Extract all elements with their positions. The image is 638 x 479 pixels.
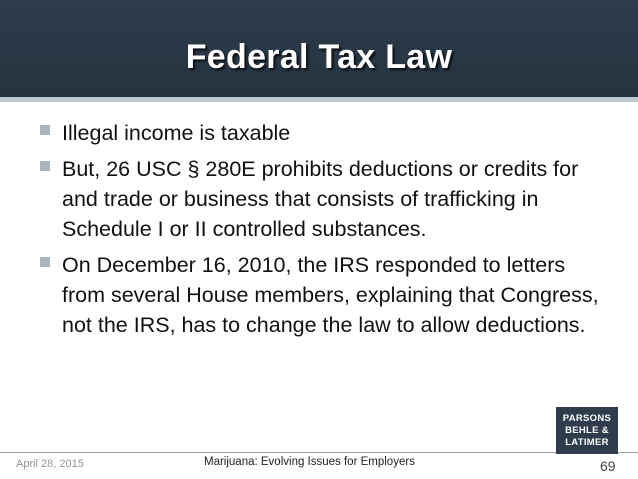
bullet-item bbox=[40, 154, 600, 244]
title-bar bbox=[0, 0, 638, 102]
footer-date: April 28, 2015 bbox=[16, 458, 84, 470]
bullet-text: But, 26 USC § 280E prohibits deductions or credits for and trade or business that consists of trafficking in Schedule I or II controlled substances. bbox=[62, 157, 579, 241]
bullet-list bbox=[40, 118, 600, 346]
slide-title: Federal Tax Law bbox=[185, 38, 453, 76]
bullet-text: Illegal income is taxable bbox=[62, 121, 291, 145]
page-number: 69 bbox=[600, 458, 616, 474]
square-bullet-icon bbox=[40, 125, 50, 135]
bullet-item bbox=[40, 118, 600, 148]
logo-line: LATIMER bbox=[565, 436, 609, 448]
bullet-text: On December 16, 2010, the IRS responded to letters from several House members, explaining that Congress, not the IRS, has to change the law to allow deductions. bbox=[62, 253, 599, 337]
footer-title: Marijuana: Evolving Issues for Employers bbox=[204, 456, 415, 468]
firm-logo bbox=[556, 407, 618, 454]
logo-line: PARSONS bbox=[562, 412, 612, 424]
square-bullet-icon bbox=[40, 161, 50, 171]
footer-divider bbox=[0, 452, 638, 453]
bullet-item bbox=[40, 250, 600, 340]
square-bullet-icon bbox=[40, 257, 50, 267]
logo-line: BEHLE & bbox=[565, 424, 609, 436]
